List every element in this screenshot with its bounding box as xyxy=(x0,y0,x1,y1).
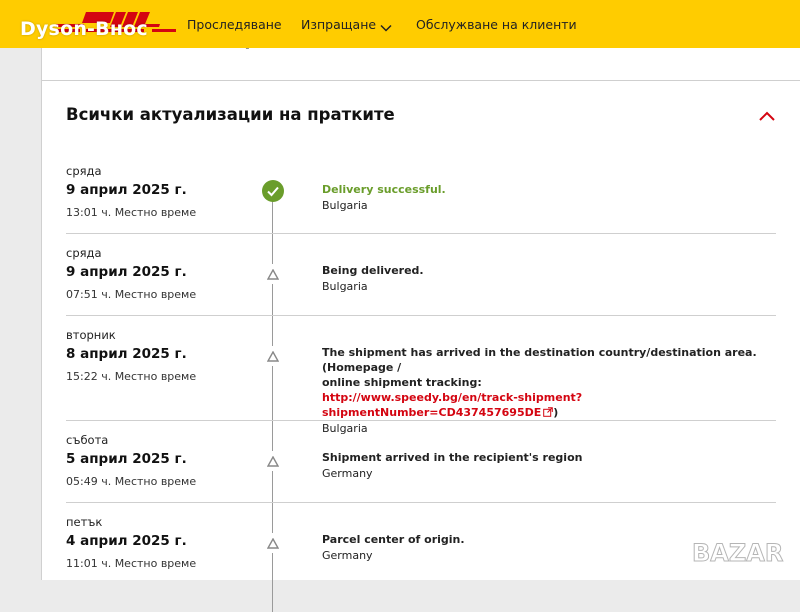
check-circle-icon xyxy=(262,180,284,202)
event-date xyxy=(66,433,256,489)
event-weekday: събота xyxy=(66,433,109,447)
event-weekday: петък xyxy=(66,515,103,529)
event-date xyxy=(66,328,256,384)
event-location: Bulgaria xyxy=(322,280,368,293)
event-date-text: 5 април 2025 г. xyxy=(66,451,187,467)
event-time: 05:49 ч. Местно време xyxy=(66,475,197,488)
event-title: Being delivered. xyxy=(322,264,424,277)
bazar-watermark-logo xyxy=(690,534,794,570)
event-weekday: сряда xyxy=(66,246,102,260)
event-location: Germany xyxy=(322,549,373,562)
event-location: Germany xyxy=(322,467,373,480)
shipment-card xyxy=(41,0,800,580)
event-date-text: 9 април 2025 г. xyxy=(66,182,187,198)
event-location: Bulgaria xyxy=(322,422,368,435)
timeline-event xyxy=(66,152,776,234)
event-date xyxy=(66,164,256,220)
nav-customer-service-label: Обслужване на клиенти xyxy=(416,16,577,32)
event-date xyxy=(66,246,256,302)
event-date-text: 9 април 2025 г. xyxy=(66,264,187,280)
speedy-tracking-link[interactable]: http://www.speedy.bg/en/track-shipment?shipmentNumber=CD437457695DE xyxy=(322,391,583,419)
event-title: Delivery successful. xyxy=(322,183,446,196)
chevron-down-icon xyxy=(380,20,392,28)
timeline-event xyxy=(66,234,776,316)
event-title-line2: online shipment tracking: xyxy=(322,376,482,389)
bazar-watermark-text: BAZAR xyxy=(692,539,784,567)
event-title: Parcel center of origin. xyxy=(322,533,465,546)
divider xyxy=(42,80,800,81)
event-weekday: сряда xyxy=(66,164,102,178)
event-date-text: 8 април 2025 г. xyxy=(66,346,187,362)
nav-shipping-label: Изпращане xyxy=(301,16,377,32)
nav-customer-service[interactable] xyxy=(416,0,577,48)
event-date-text: 4 април 2025 г. xyxy=(66,533,187,549)
event-time: 11:01 ч. Местно време xyxy=(66,557,197,570)
event-title: Shipment arrived in the recipient's region xyxy=(322,451,583,464)
top-nav-bar xyxy=(0,0,800,48)
event-details xyxy=(322,182,782,213)
timeline-event xyxy=(66,316,776,435)
collapse-chevron-up-icon[interactable] xyxy=(758,107,776,119)
tracking-timeline xyxy=(66,152,776,584)
event-weekday: вторник xyxy=(66,328,116,342)
event-title-line1: The shipment has arrived in the destination country/destination area. (Homepage / xyxy=(322,346,757,374)
external-link-icon[interactable] xyxy=(543,406,553,416)
timeline-event xyxy=(66,503,776,584)
nav-tracking[interactable] xyxy=(187,0,282,48)
triangle-icon xyxy=(263,451,283,471)
triangle-icon xyxy=(263,264,283,284)
triangle-icon xyxy=(263,346,283,366)
event-time: 07:51 ч. Местно време xyxy=(66,288,197,301)
event-details xyxy=(322,263,782,294)
seller-watermark: Dyson-Внос xyxy=(20,18,148,40)
nav-shipping-dropdown[interactable] xyxy=(301,0,392,48)
triangle-icon xyxy=(263,533,283,553)
section-title: Всички актуализации на пратките xyxy=(66,105,395,124)
event-time: 15:22 ч. Местно време xyxy=(66,370,197,383)
event-time: 13:01 ч. Местно време xyxy=(66,206,197,219)
event-title xyxy=(322,345,782,420)
event-date xyxy=(66,515,256,571)
nav-tracking-label: Проследяване xyxy=(187,16,282,32)
timeline-event xyxy=(66,421,776,503)
event-location: Bulgaria xyxy=(322,199,368,212)
event-title-suffix: ) xyxy=(553,406,559,419)
event-details xyxy=(322,450,782,481)
